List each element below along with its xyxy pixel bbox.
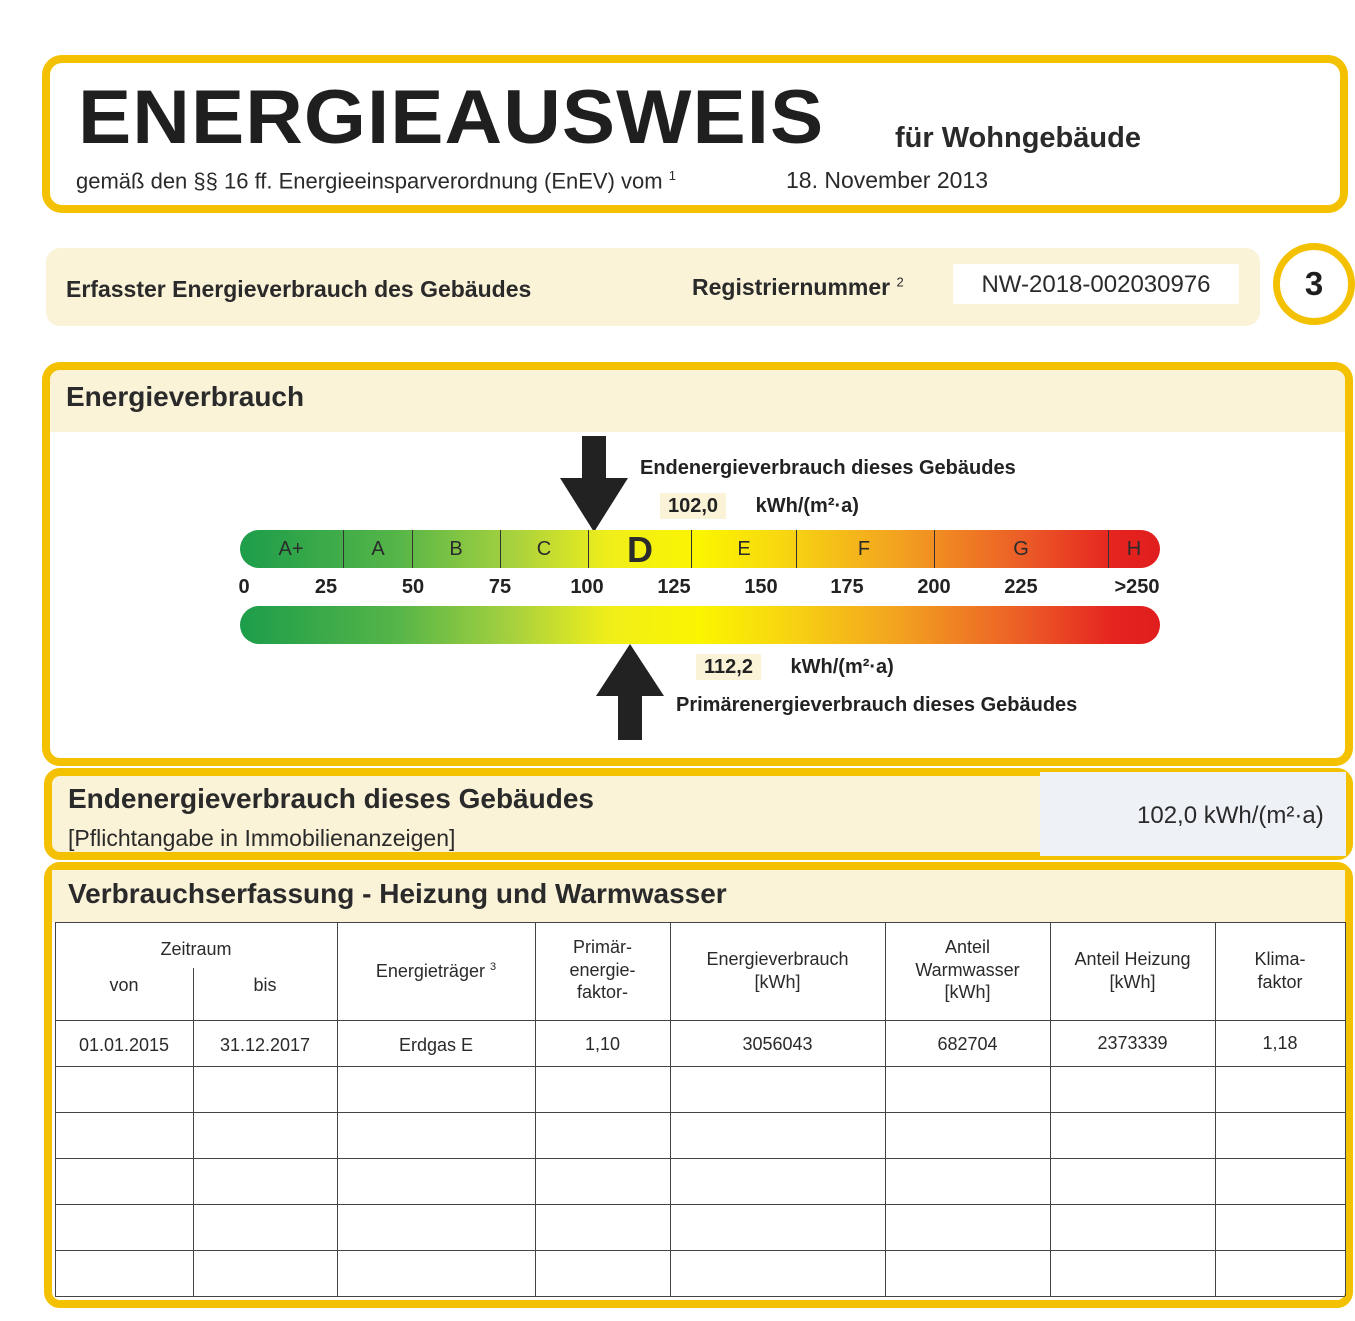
table-line — [55, 1020, 1345, 1021]
header-verbrauch-line2: [kWh] — [754, 971, 801, 992]
table-line — [55, 1250, 1345, 1251]
header-energietraeger-text: Energieträger — [375, 961, 485, 981]
class-label-e: E — [737, 538, 751, 560]
class-divider — [343, 530, 344, 568]
cell-von: 01.01.2015 — [78, 1035, 170, 1055]
end-energy-value: 102,0 — [660, 493, 726, 519]
table-line — [55, 1066, 1345, 1067]
class-label-h: H — [1126, 538, 1142, 560]
primary-energy-unit: kWh/(m²·a) — [790, 656, 894, 678]
scale-tick: 100 — [570, 576, 604, 598]
class-divider — [500, 530, 501, 568]
table-line — [1345, 922, 1346, 1296]
scale-tick: 200 — [917, 576, 951, 598]
header-primaer-line1: Primär- — [573, 937, 632, 957]
law-date: 18. November 2013 — [786, 167, 989, 193]
class-label-f: F — [857, 538, 871, 560]
scale-tick: 225 — [1004, 576, 1038, 598]
cell-energietraeger: Erdgas E — [398, 1035, 474, 1055]
table-line — [193, 968, 194, 1296]
header-energietraeger-footnote: 3 — [489, 961, 497, 973]
law-text: gemäß den §§ 16 ff. Energieeinsparverordnung (EnEV) vom — [76, 168, 663, 194]
cell-anteil-warmwasser: 682704 — [937, 1034, 998, 1054]
scale-tick: 25 — [314, 576, 338, 598]
consumption-section — [44, 862, 1353, 1308]
header-bis: bis — [253, 975, 277, 995]
class-label-a: A — [371, 538, 385, 560]
table-line — [55, 922, 1345, 923]
class-divider — [796, 530, 797, 568]
table-line — [55, 1204, 1345, 1205]
header-primaerenergiefaktor — [535, 936, 670, 1004]
end-energy-section-title: Endenergieverbrauch dieses Gebäudes — [68, 783, 594, 814]
consumption-section-title: Verbrauchserfassung - Heizung und Warmwasser — [68, 878, 727, 909]
cell-anteil-heizung: 2373339 — [1097, 1033, 1168, 1053]
end-energy-note: [Pflichtangabe in Immobilienanzeigen] — [68, 825, 456, 851]
header-von: von — [109, 975, 139, 995]
scale-tick: 75 — [488, 576, 512, 598]
header-heiz-line1: Anteil Heizung — [1074, 949, 1191, 969]
class-divider — [588, 530, 589, 568]
end-energy-label: Endenergieverbrauch dieses Gebäudes — [640, 457, 1016, 479]
document-title: ENERGIEAUSWEIS — [78, 75, 825, 160]
header-ww-line3: [kWh] — [944, 982, 991, 1002]
registration-label — [692, 274, 904, 301]
cell-primaerenergiefaktor: 1,10 — [584, 1034, 621, 1054]
scale-tick: 125 — [657, 576, 691, 598]
scale-tick: >250 — [1114, 576, 1160, 598]
primary-energy-label: Primärenergieverbrauch dieses Gebäudes — [676, 694, 1078, 716]
registration-footnote: 2 — [896, 274, 904, 290]
header-heiz-line2: [kWh] — [1109, 971, 1156, 992]
header-klima-line2: faktor — [1257, 971, 1303, 992]
header-primaer-line2: energie- — [569, 959, 636, 980]
scale-tick: 0 — [238, 576, 250, 598]
class-label-d-active: D — [627, 529, 653, 570]
end-energy-arrow-icon — [560, 436, 628, 532]
registration-section-label: Erfasster Energieverbrauch des Gebäudes — [66, 276, 532, 302]
law-footnote: 1 — [668, 168, 676, 183]
class-divider — [412, 530, 413, 568]
header-klima-line1: Klima- — [1254, 949, 1306, 969]
class-divider — [934, 530, 935, 568]
class-label-c: C — [536, 538, 552, 560]
class-divider — [691, 530, 692, 568]
energy-section-title: Energieverbrauch — [66, 381, 305, 412]
cell-energieverbrauch: 3056043 — [742, 1034, 813, 1054]
header-energietraeger — [337, 960, 535, 983]
scale-tick: 50 — [401, 576, 425, 598]
page-number-badge: 3 — [1273, 243, 1355, 325]
registration-label-text: Registriernummer — [692, 274, 891, 300]
document-subtitle: für Wohngebäude — [895, 122, 1141, 154]
cell-bis: 31.12.2017 — [219, 1035, 311, 1055]
header-ww-line2: Warmwasser — [915, 959, 1020, 980]
scale-tick: 175 — [830, 576, 864, 598]
end-energy-value-row — [660, 495, 859, 518]
table-line — [55, 1112, 1345, 1113]
energy-gradient-scale — [240, 606, 1160, 644]
table-line — [55, 1158, 1345, 1159]
scale-tick: 150 — [744, 576, 778, 598]
end-energy-section-value: 102,0 kWh/(m²·a) — [1137, 802, 1324, 829]
header-primaer-line3: faktor- — [576, 982, 628, 1002]
header-zeitraum: Zeitraum — [160, 939, 232, 959]
header-anteil-warmwasser — [885, 936, 1050, 1004]
primary-energy-arrow-icon — [596, 644, 664, 740]
primary-energy-value: 112,2 — [696, 654, 761, 680]
header-anteil-heizung — [1050, 948, 1215, 993]
header-klimafaktor — [1215, 948, 1345, 993]
header-energieverbrauch — [670, 948, 885, 993]
cell-klimafaktor: 1,18 — [1262, 1033, 1298, 1053]
table-line — [55, 1296, 1345, 1297]
header-ww-line1: Anteil — [944, 937, 991, 957]
class-label-b: B — [449, 538, 463, 560]
end-energy-unit: kWh/(m²·a) — [755, 495, 859, 517]
class-label-g: G — [1013, 538, 1029, 560]
header-verbrauch-line1: Energieverbrauch — [706, 949, 849, 969]
primary-energy-value-row — [696, 656, 894, 679]
law-reference — [76, 168, 676, 194]
registration-number: NW-2018-002030976 — [953, 264, 1239, 304]
class-label-aplus: A+ — [278, 538, 304, 560]
